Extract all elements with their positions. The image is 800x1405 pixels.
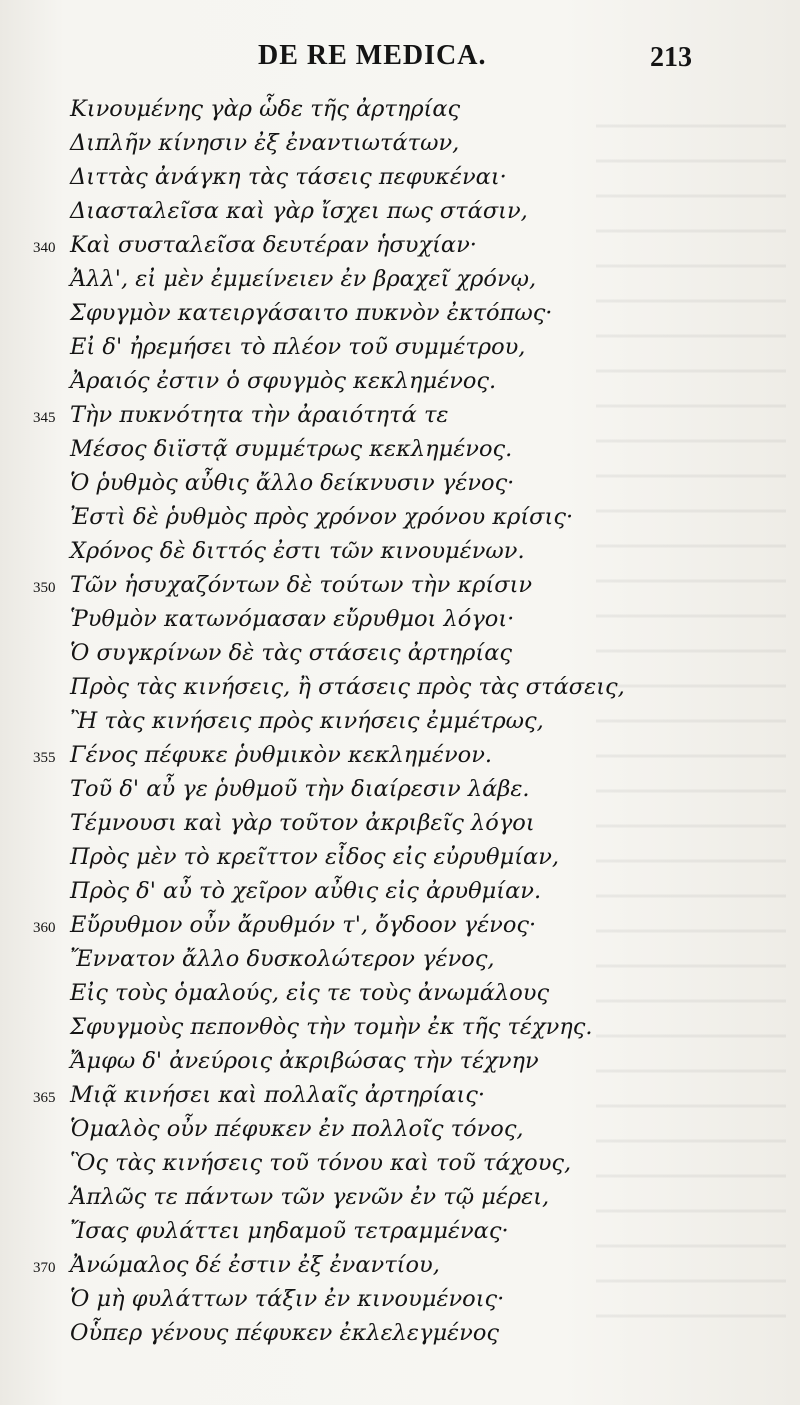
verse-text: Τῶν ἡσυχαζόντων δὲ τούτων τὴν κρίσιν bbox=[70, 572, 533, 598]
verse-line bbox=[0, 194, 800, 228]
verse-line bbox=[0, 1282, 800, 1316]
verse-line bbox=[0, 1078, 800, 1112]
verse-text: Πρὸς δ' αὖ τὸ χεῖρον αὖθις εἰς ἀρυθμίαν. bbox=[70, 878, 542, 904]
verse-line bbox=[0, 602, 800, 636]
verse-text: Διττὰς ἀνάγκη τὰς τάσεις πεφυκέναι· bbox=[70, 164, 507, 190]
verse-text: Ἀνώμαλος δέ ἐστιν ἐξ ἐναντίου, bbox=[70, 1252, 440, 1278]
verse-text: Ἀλλ', εἰ μὲν ἐμμείνειεν ἐν βραχεῖ χρόνῳ, bbox=[70, 266, 537, 292]
verse-line bbox=[0, 738, 800, 772]
verse-text: Τέμνουσι καὶ γὰρ τοῦτον ἀκριβεῖς λόγοι bbox=[70, 810, 535, 836]
verse-line bbox=[0, 1180, 800, 1214]
verse-line bbox=[0, 92, 800, 126]
verse-text: Γένος πέφυκε ῥυθμικὸν κεκλημένον. bbox=[70, 742, 493, 768]
verse-text: Εἰ δ' ἠρεμήσει τὸ πλέον τοῦ συμμέτρου, bbox=[70, 334, 526, 360]
verse-text: Τοῦ δ' αὖ γε ῥυθμοῦ τὴν διαίρεσιν λάβε. bbox=[70, 776, 530, 802]
verse-line bbox=[0, 806, 800, 840]
verse-text: Ἴσας φυλάττει μηδαμοῦ τετραμμένας· bbox=[70, 1218, 509, 1244]
verse-line bbox=[0, 840, 800, 874]
verse-text: Ἀραιός ἐστιν ὁ σφυγμὸς κεκλημένος. bbox=[70, 368, 497, 394]
verse-text: Σφυγμὸν κατειργάσαιτο πυκνὸν ἐκτόπως· bbox=[70, 300, 553, 326]
verse-text: Πρὸς μὲν τὸ κρεῖττον εἶδος εἰς εὐρυθμίαν, bbox=[70, 844, 560, 870]
verse-line bbox=[0, 1316, 800, 1350]
verse-text: Ὁμαλὸς οὖν πέφυκεν ἐν πολλοῖς τόνος, bbox=[70, 1116, 524, 1142]
verse-text: Εὔρυθμον οὖν ἄρυθμόν τ', ὄγδοον γένος· bbox=[70, 912, 537, 938]
verse-line bbox=[0, 398, 800, 432]
line-number: 345 bbox=[33, 410, 56, 426]
page-number: 213 bbox=[650, 42, 692, 73]
verse-text: Εἰς τοὺς ὁμαλούς, εἰς τε τοὺς ἀνωμάλους bbox=[70, 980, 550, 1006]
verse-text: Οὗπερ γένους πέφυκεν ἐκλελεγμένος bbox=[70, 1320, 499, 1346]
verse-line bbox=[0, 534, 800, 568]
verse-line bbox=[0, 874, 800, 908]
verse-text: Ἁπλῶς τε πάντων τῶν γενῶν ἐν τῷ μέρει, bbox=[70, 1184, 550, 1210]
verse-line bbox=[0, 976, 800, 1010]
line-number: 350 bbox=[33, 580, 56, 596]
verse-line bbox=[0, 942, 800, 976]
verse-text: Ὃς τὰς κινήσεις τοῦ τόνου καὶ τοῦ τάχους, bbox=[70, 1150, 572, 1176]
verse-text: Ὁ μὴ φυλάττων τάξιν ἐν κινουμένοις· bbox=[70, 1286, 505, 1312]
verse-line bbox=[0, 364, 800, 398]
verse-line bbox=[0, 330, 800, 364]
verse-line bbox=[0, 1010, 800, 1044]
verse-text: Ῥυθμὸν κατωνόμασαν εὔρυθμοι λόγοι· bbox=[70, 606, 515, 632]
verse-text: Ἢ τὰς κινήσεις πρὸς κινήσεις ἐμμέτρως, bbox=[70, 708, 544, 734]
verse-line bbox=[0, 772, 800, 806]
verse-text: Μέσος διϊστᾷ συμμέτρως κεκλημένος. bbox=[70, 436, 513, 462]
verse-text: Χρόνος δὲ διττός ἐστι τῶν κινουμένων. bbox=[70, 538, 525, 564]
verse-text: Διπλῆν κίνησιν ἐξ ἐναντιωτάτων, bbox=[70, 130, 460, 156]
verse-line bbox=[0, 568, 800, 602]
verse-text: Καὶ συσταλεῖσα δευτέραν ἡσυχίαν· bbox=[70, 232, 477, 258]
verse-text: Κινουμένης γὰρ ὧδε τῆς ἀρτηρίας bbox=[70, 96, 461, 122]
verse-text: Τὴν πυκνότητα τὴν ἀραιότητά τε bbox=[70, 402, 449, 428]
line-number: 360 bbox=[33, 920, 56, 936]
verse-line bbox=[0, 1214, 800, 1248]
verse-text: Ἐστὶ δὲ ῥυθμὸς πρὸς χρόνον χρόνου κρίσις· bbox=[70, 504, 574, 530]
line-number: 340 bbox=[33, 240, 56, 256]
line-number: 370 bbox=[33, 1260, 56, 1276]
verse-line bbox=[0, 636, 800, 670]
verse-text: Ὁ ῥυθμὸς αὖθις ἄλλο δείκνυσιν γένος· bbox=[70, 470, 515, 496]
verse-line bbox=[0, 160, 800, 194]
verse-line bbox=[0, 1146, 800, 1180]
verse-line bbox=[0, 1044, 800, 1078]
verse-block bbox=[0, 92, 800, 1350]
line-number: 365 bbox=[33, 1090, 56, 1106]
verse-line bbox=[0, 1112, 800, 1146]
verse-line bbox=[0, 908, 800, 942]
verse-line bbox=[0, 1248, 800, 1282]
verse-text: Μιᾷ κινήσει καὶ πολλαῖς ἀρτηρίαις· bbox=[70, 1082, 486, 1108]
verse-text: Διασταλεῖσα καὶ γὰρ ἴσχει πως στάσιν, bbox=[70, 198, 528, 224]
verse-line bbox=[0, 262, 800, 296]
verse-line bbox=[0, 704, 800, 738]
verse-line bbox=[0, 296, 800, 330]
verse-line bbox=[0, 500, 800, 534]
verse-text: Ἄμφω δ' ἀνεύροις ἀκριβώσας τὴν τέχνην bbox=[70, 1048, 539, 1074]
verse-line bbox=[0, 228, 800, 262]
page-header bbox=[0, 40, 800, 80]
verse-text: Πρὸς τὰς κινήσεις, ἢ στάσεις πρὸς τὰς στάσεις, bbox=[70, 674, 625, 700]
verse-text: Σφυγμοὺς πεπονθὸς τὴν τομὴν ἐκ τῆς τέχνης. bbox=[70, 1014, 593, 1040]
line-number: 355 bbox=[33, 750, 56, 766]
verse-text: Ὁ συγκρίνων δὲ τὰς στάσεις ἀρτηρίας bbox=[70, 640, 513, 666]
running-title: DE RE MEDICA. bbox=[258, 40, 487, 71]
verse-line bbox=[0, 670, 800, 704]
verse-line bbox=[0, 466, 800, 500]
verse-line bbox=[0, 126, 800, 160]
verse-line bbox=[0, 432, 800, 466]
verse-text: Ἔννατον ἄλλο δυσκολώτερον γένος, bbox=[70, 946, 495, 972]
